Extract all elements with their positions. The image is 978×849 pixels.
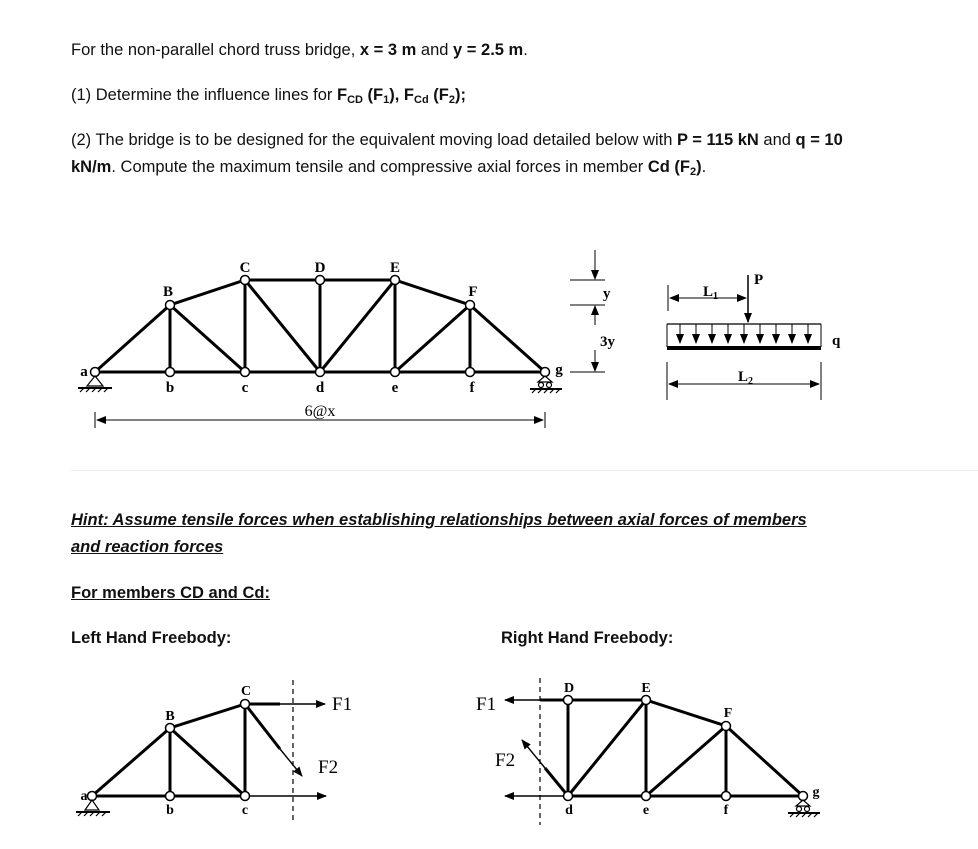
- height-dimension: [570, 250, 605, 372]
- fb-right-F1: F1: [476, 694, 497, 715]
- label-e: e: [391, 380, 399, 396]
- dim-3y-label: 3y: [600, 334, 615, 350]
- joint-C: [241, 276, 250, 285]
- fb-right-label-E: E: [641, 681, 651, 696]
- fb-left-label-c: c: [241, 803, 249, 818]
- fb-left-label-B: B: [165, 709, 175, 724]
- fb-right-label-g: g: [812, 785, 820, 800]
- section-divider: [71, 470, 978, 471]
- problem-line-1: For the non-parallel chord truss bridge, x = 3 m and y = 2.5 m.: [71, 41, 528, 59]
- right-roller-support-icon: [788, 800, 820, 817]
- label-c: c: [241, 380, 249, 396]
- label-g: g: [555, 362, 563, 378]
- fb-left-F1: F1: [332, 694, 353, 715]
- fb-left-label-b: b: [166, 803, 174, 818]
- joint-B: [166, 301, 175, 310]
- right-freebody-heading: Right Hand Freebody:: [501, 629, 674, 647]
- members-heading: For members CD and Cd:: [71, 584, 270, 602]
- hint-text: Hint: Assume tensile forces when establishing relationships between axial forces of members and reaction forces: [71, 511, 807, 556]
- joint-F: [466, 301, 475, 310]
- load-L2-label: $L_2$: [738, 369, 754, 387]
- fb-left-label-C: C: [240, 684, 252, 699]
- problem-part-1: (1) Determine the influence lines for $F_{CD}$ $(F_1)$, $F_{Cd}$ $(F_2)$;: [71, 86, 466, 106]
- label-E: E: [389, 260, 401, 276]
- left-freebody: [92, 704, 280, 796]
- fb-left-label-a: a: [80, 789, 88, 804]
- fb-left-F2: F2: [318, 757, 339, 778]
- joint-g: [541, 368, 550, 377]
- joint-e: [391, 368, 400, 377]
- fb-right-label-F: F: [723, 706, 733, 721]
- load-P-label: P: [754, 272, 764, 288]
- load-L1-label: $L_1$: [703, 284, 719, 302]
- joint-b: [166, 368, 175, 377]
- label-D: D: [314, 260, 326, 276]
- fb-right-F2: F2: [495, 750, 516, 771]
- joint-D: [316, 276, 325, 285]
- label-d: d: [315, 380, 325, 396]
- fb-right-label-e: e: [642, 803, 650, 818]
- dim-y-label: y: [603, 286, 611, 302]
- problem-part-2: (2) The bridge is to be designed for the equivalent moving load detailed below with P = 115 kN and q = 10 kN/m. Compute the maximum tensile and compressive axial forces in member Cd $(F_2)$.: [71, 131, 843, 178]
- label-C: C: [239, 260, 251, 276]
- label-b: b: [165, 380, 175, 396]
- right-freebody: [540, 700, 803, 796]
- load-q-label: q: [832, 333, 841, 349]
- fb-right-label-f: f: [723, 803, 729, 818]
- joint-E: [391, 276, 400, 285]
- label-F: F: [468, 284, 478, 300]
- fb-right-label-d: d: [565, 803, 573, 818]
- span-label: 6@x: [304, 403, 336, 420]
- joint-d: [316, 368, 325, 377]
- label-B: B: [162, 284, 174, 300]
- label-a: a: [80, 364, 88, 380]
- fb-right-label-D: D: [563, 681, 575, 696]
- freebody-diagrams: [0, 660, 978, 849]
- joint-c: [241, 368, 250, 377]
- joint-f: [466, 368, 475, 377]
- left-freebody-heading: Left Hand Freebody:: [71, 629, 232, 647]
- roller-support-icon: [530, 376, 562, 393]
- label-f: f: [469, 380, 475, 396]
